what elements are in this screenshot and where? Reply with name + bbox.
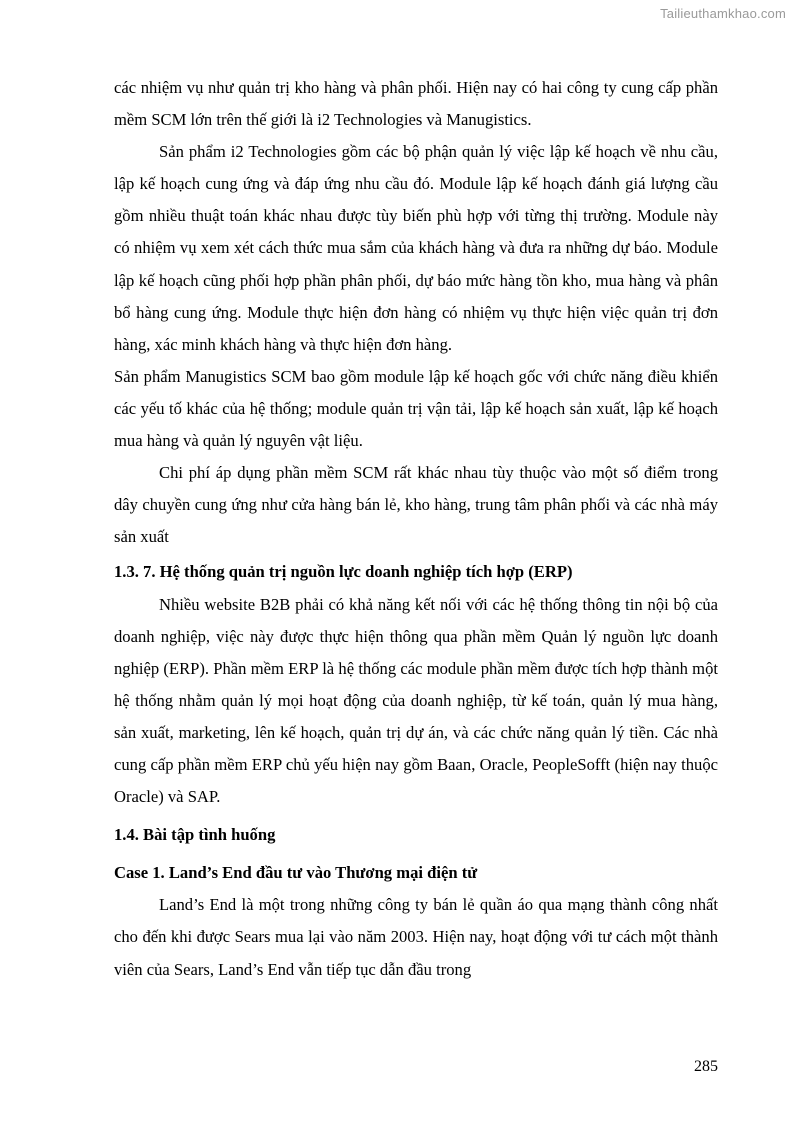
case-heading: Case 1. Land’s End đầu tư vào Thương mại điện tử xyxy=(114,863,478,883)
document-body xyxy=(114,72,718,986)
paragraph-scm-intro: các nhiệm vụ như quản trị kho hàng và phân phối. Hiện nay có hai công ty cung cấp phần mềm SCM lớn trên thế giới là i2 Technologies và Manugistics. xyxy=(114,78,718,130)
section-heading-erp: 1.3. 7. Hệ thống quản trị nguồn lực doanh nghiệp tích hợp (ERP) xyxy=(114,562,573,582)
paragraph-erp: Nhiều website B2B phải có khả năng kết nối với các hệ thống thông tin nội bộ của doanh nghiệp, việc này được thực hiện thông qua phần mềm Quản lý nguồn lực doanh nghiệp (ERP). Phần mềm ERP là hệ thống các module phần mềm được tích hợp thành một hệ thống nhằm quản lý mọi hoạt động của doanh nghiệp, từ kế toán, quản lý mua hàng, sản xuất, marketing, lên kế hoạch, quản trị dự án, và các chức năng quản lý tiền. Các nhà cung cấp phần mềm ERP chủ yếu hiện nay gồm Baan, Oracle, PeopleSofft (hiện nay thuộc Oracle) và SAP. xyxy=(114,594,718,807)
paragraph-i2-technologies: Sản phẩm i2 Technologies gồm các bộ phận quản lý việc lập kế hoạch về nhu cầu, lập kế hoạch cung ứng và đáp ứng nhu cầu đó. Module lập kế hoạch đánh giá lượng cầu gồm nhiều thuật toán khác nhau được tùy biến phù hợp với từng thị trường. Module này có nhiệm vụ xem xét cách thức mua sắm của khách hàng và đưa ra những dự báo. Module lập kế hoạch cũng phối hợp phần phân phối, dự báo mức hàng tồn kho, mua hàng và phân bổ hàng cung ứng. Module thực hiện đơn hàng có nhiệm vụ thực hiện việc quản trị đơn hàng, xác minh khách hàng và thực hiện đơn hàng. xyxy=(114,142,718,354)
page-number: 285 xyxy=(694,1058,718,1075)
section-heading-exercises: 1.4. Bài tập tình huống xyxy=(114,825,276,845)
paragraph-scm-cost: Chi phí áp dụng phần mềm SCM rất khác nhau tùy thuộc vào một số điểm trong dây chuyền cung ứng như cửa hàng bán lẻ, kho hàng, trung tâm phân phối và các nhà máy sản xuất xyxy=(114,463,718,547)
paragraph-lands-end: Land’s End là một trong những công ty bán lẻ quần áo qua mạng thành công nhất cho đến khi được Sears mua lại vào năm 2003. Hiện nay, hoạt động với tư cách một thành viên của Sears, Land’s End vẫn tiếp tục dẫn đầu trong xyxy=(114,895,718,979)
paragraph-manugistics: Sản phẩm Manugistics SCM bao gồm module lập kế hoạch gốc với chức năng điều khiển các yếu tố khác của hệ thống; module quản trị vận tải, lập kế hoạch sản xuất, lập kế hoạch mua hàng và quản lý nguyên vật liệu. xyxy=(114,366,718,451)
watermark-text: Tailieuthamkhao.com xyxy=(660,6,786,21)
